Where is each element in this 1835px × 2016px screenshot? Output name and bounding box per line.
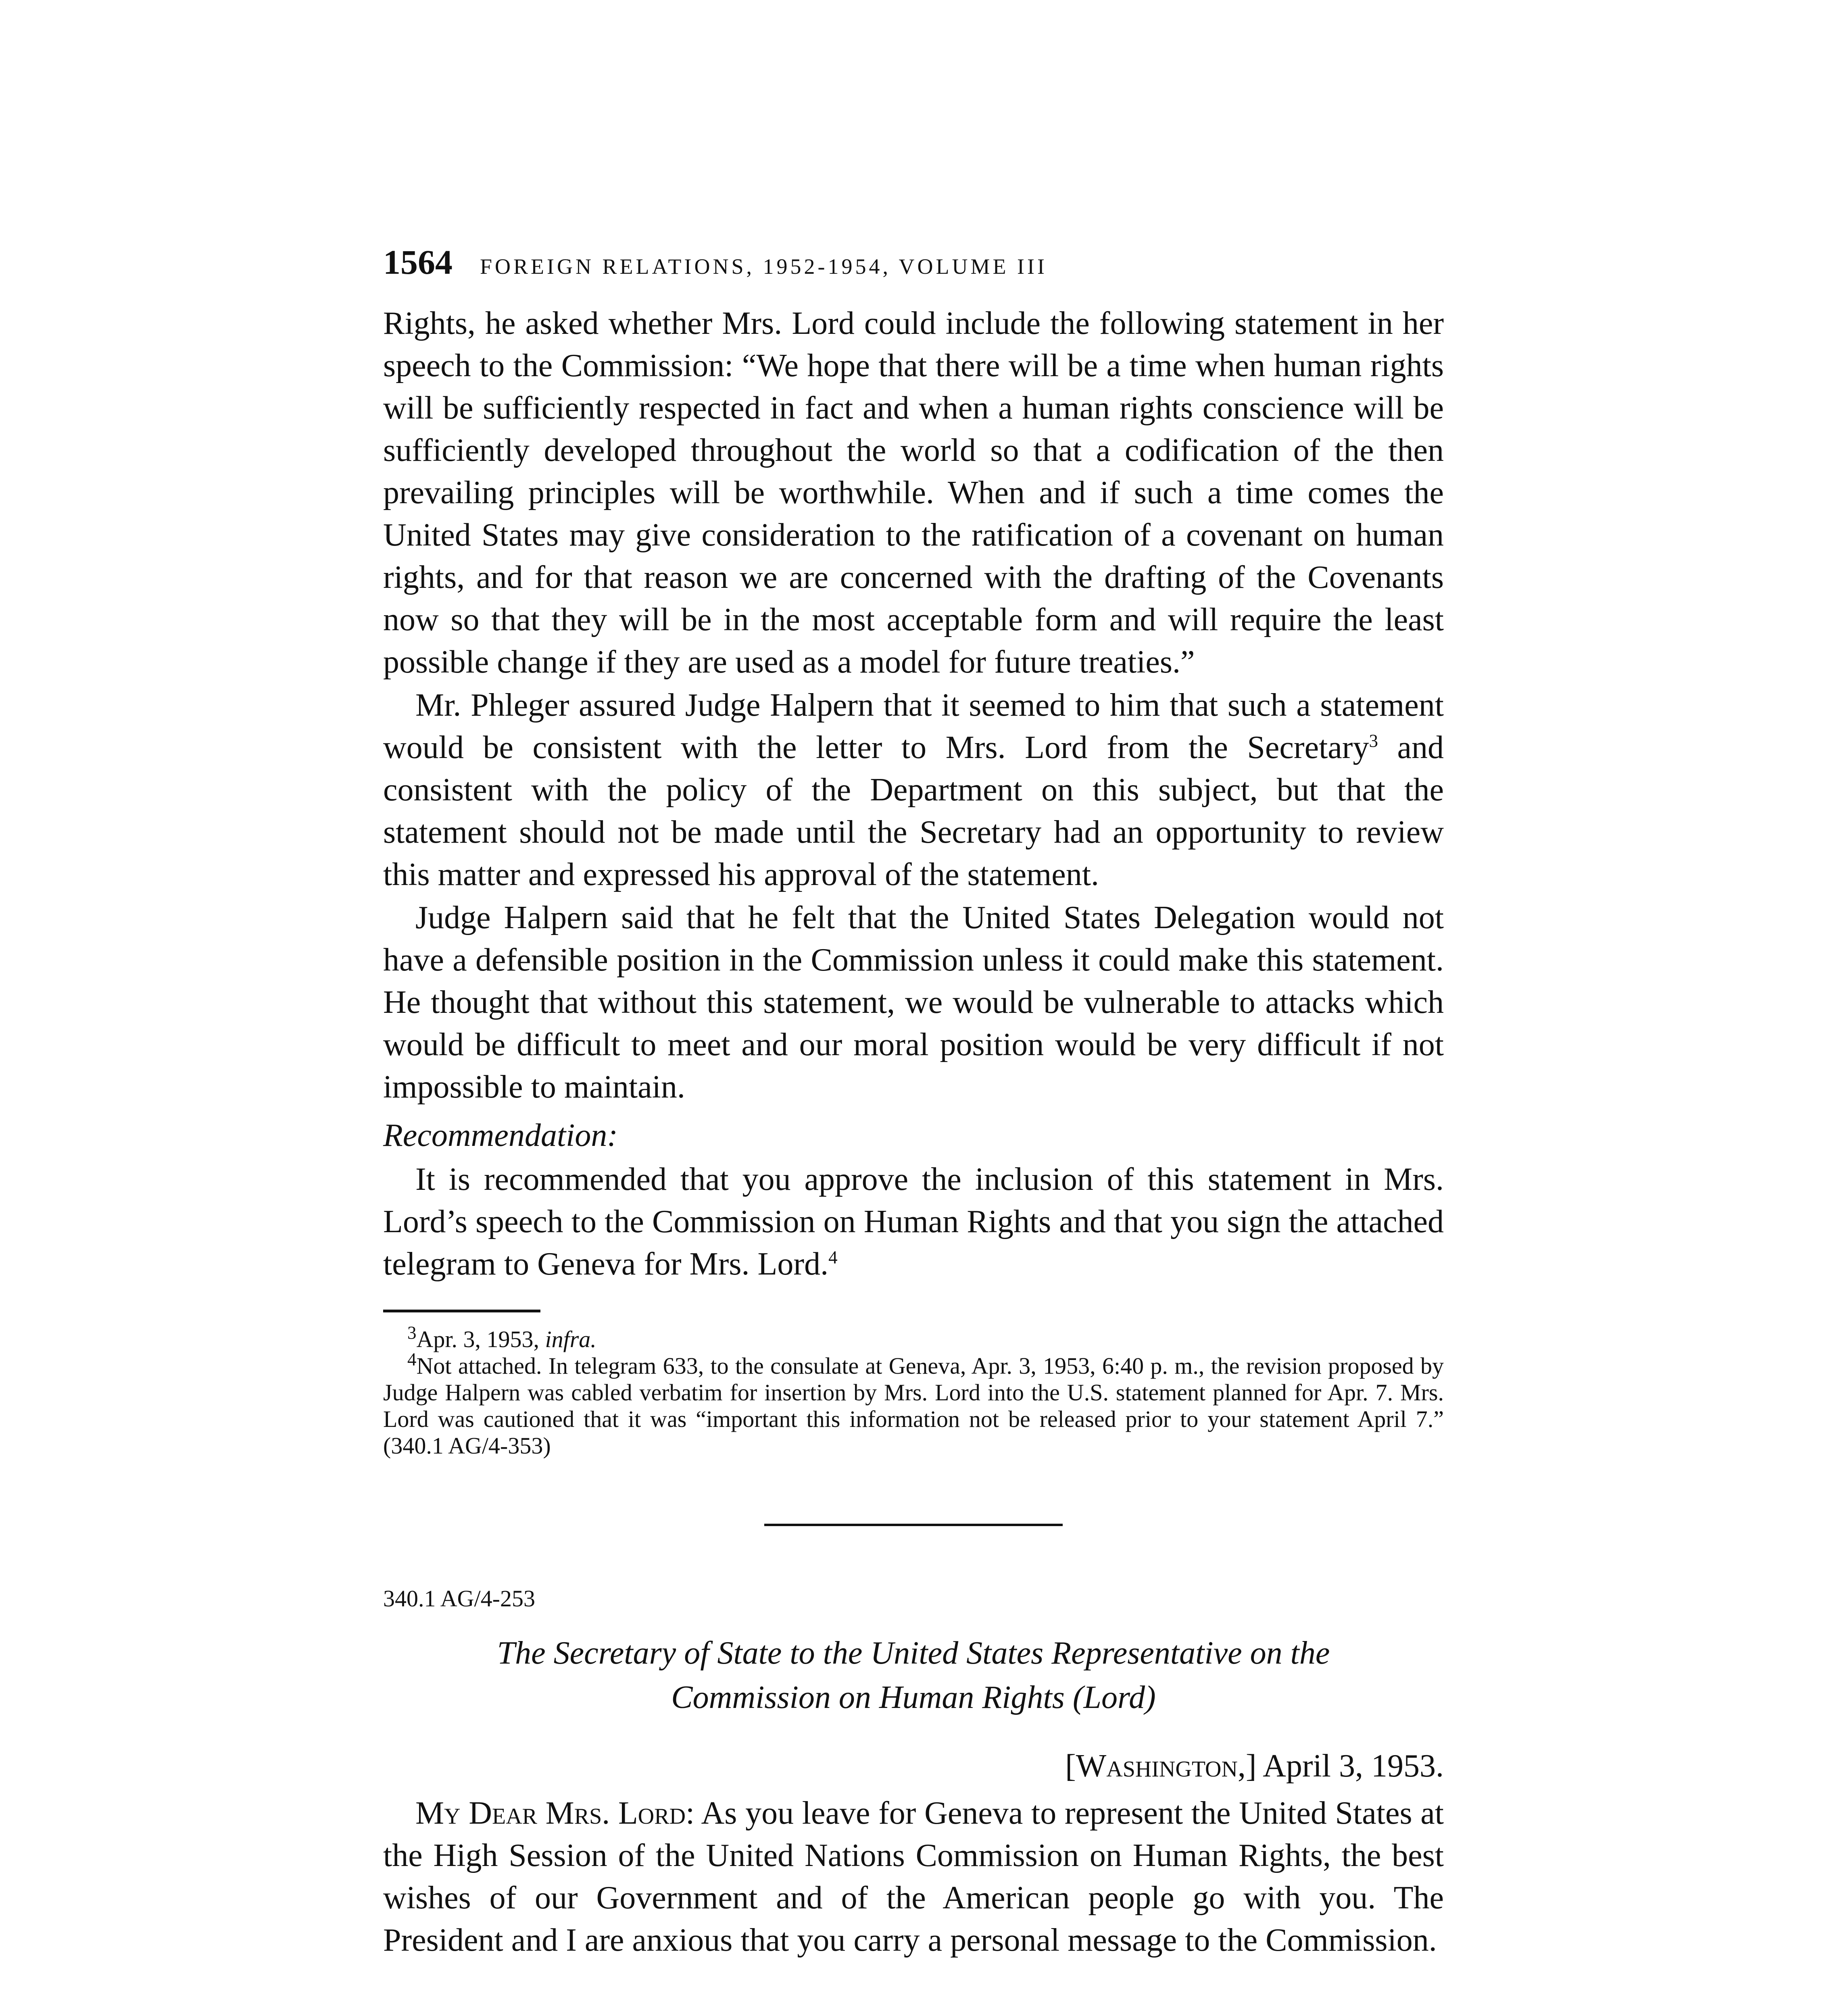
footnote-4-text: Not attached. In telegram 633, to the consulate at Geneva, Apr. 3, 1953, 6:40 p. m., the revision proposed by Judge Halpern was cabled verbatim for insertion by Mrs. Lord into the U.S. statement planned for Apr. 7. Mrs. Lord was cautioned that it was “important this information not be released prior to your statement April 7.” (340.1 AG/4-353) [383, 1353, 1444, 1459]
footnote-ref-3: 3 [1369, 731, 1378, 751]
dateline-date: April 3, 1953. [1256, 1748, 1444, 1784]
paragraph-2 [383, 684, 1444, 896]
body-text [383, 302, 1444, 1285]
footnote-3-italic: infra. [545, 1326, 596, 1352]
paragraph-4 [383, 1158, 1444, 1285]
document-title [383, 1631, 1444, 1720]
section-divider [764, 1524, 1063, 1526]
document-title-line-1: The Secretary of State to the United States Representative on the [497, 1635, 1330, 1671]
footnote-3 [383, 1322, 1444, 1353]
paragraph-3: Judge Halpern said that he felt that the United States Delegation would not have a defensible position in the Commission unless it could make this statement. He thought that without this statement, we would be vulnerable to attacks which would be difficult to meet and our moral position would be very difficult if not impossible to maintain. [383, 900, 1444, 1105]
running-title: FOREIGN RELATIONS, 1952-1954, VOLUME III [480, 254, 1047, 279]
footnotes [383, 1322, 1444, 1459]
paragraph-1: Rights, he asked whether Mrs. Lord could include the following statement in her speech to the Commission: “We hope that there will be a time when human rights will be sufficiently respected in fact and when a human rights conscience will be sufficiently developed throughout the world so that a codification of the then prevailing principles will be worthwhile. When and if such a time comes the United States may give consideration to the ratification of a covenant on human rights, and for that reason we are concerned with the drafting of the Covenants now so that they will be in the most acceptable form and will require the least possible change if they are used as a model for future treaties.” [383, 306, 1444, 680]
footnote-ref-4: 4 [828, 1247, 838, 1268]
salutation: My Dear Mrs. Lord: [415, 1795, 695, 1831]
file-reference: 340.1 AG/4-253 [383, 1585, 535, 1612]
letter-paragraph [383, 1792, 1444, 1962]
document-title-line-2: Commission on Human Rights (Lord) [671, 1680, 1156, 1715]
footnote-4 [383, 1349, 1444, 1459]
dateline [383, 1744, 1444, 1788]
footnote-3-mark: 3 [407, 1322, 417, 1343]
footnote-divider [383, 1310, 540, 1312]
page-content [383, 242, 1444, 1962]
dateline-place: [Washington,] [1065, 1748, 1257, 1784]
recommendation-heading: Recommendation: [383, 1118, 618, 1153]
letter-body [383, 1792, 1444, 1962]
footnote-4-mark: 4 [407, 1349, 417, 1370]
running-head [383, 242, 1444, 302]
page-number: 1564 [383, 243, 452, 281]
letter-text: As you leave for Geneva to represent the United States at the High Session of the United Nations Commission on Human Rights, the best wishes of our Government and of the American people go with you. The President and I are anxious that you carry a personal message to the Commission. [383, 1795, 1444, 1958]
footnote-3-text: Apr. 3, 1953, [416, 1326, 545, 1352]
paragraph-2-end: and consistent with the policy of the Department on this subject, but that the statement should not be made until the Secretary had an opportunity to review this matter and expressed his approval of the statement. [383, 730, 1444, 892]
paragraph-4-text: It is recommended that you approve the inclusion of this statement in Mrs. Lord’s speech to the Commission on Human Rights and that you sign the attached telegram to Geneva for Mrs. Lord. [383, 1162, 1444, 1282]
paragraph-2-start: Mr. Phleger assured Judge Halpern that it seemed to him that such a statement would be consistent with the letter to Mrs. Lord from the Secretary [383, 687, 1444, 765]
